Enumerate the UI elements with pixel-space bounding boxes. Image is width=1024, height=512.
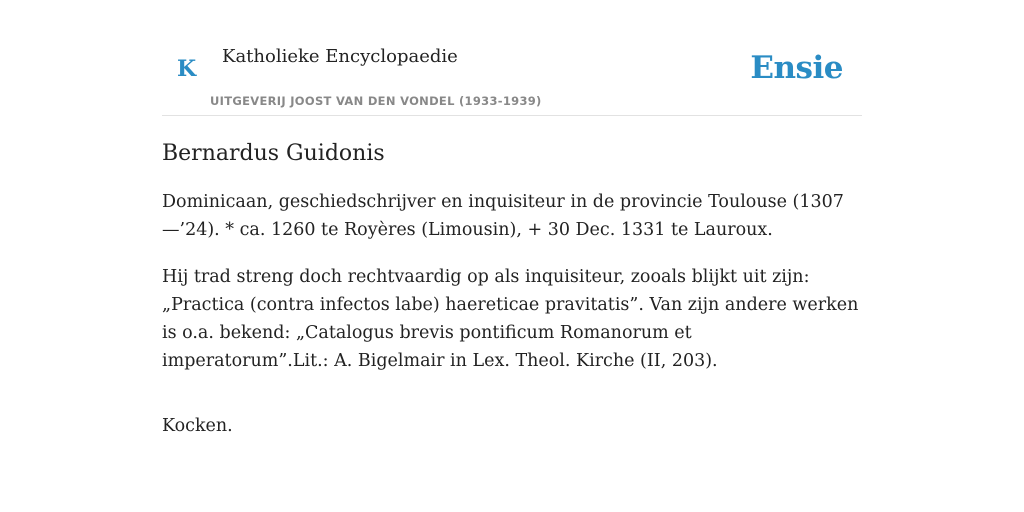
encyclopedia-title[interactable]: Katholieke Encyclopaedie bbox=[222, 46, 458, 67]
article-paragraph: Dominicaan, geschiedschrijver en inquisiteur in de provincie Toulouse (1307—’24). * ca. 1260 te Royères (Limousin), + 30 Dec. 1331 te Lauroux. bbox=[162, 192, 844, 240]
publisher-label: UITGEVERIJ JOOST VAN DEN VONDEL (1933-1939) bbox=[210, 94, 542, 108]
article-author: Kocken. bbox=[162, 416, 233, 436]
encyclopedia-logo[interactable]: K bbox=[177, 56, 197, 82]
ensie-brand-link[interactable]: Ensie bbox=[750, 50, 843, 86]
article bbox=[162, 138, 862, 440]
site-header bbox=[162, 40, 862, 116]
article-paragraph: Hij trad streng doch rechtvaardig op als inquisiteur, zooals blijkt uit zijn: „Practica (contra infectos labe) haereticae pravitatis”. Van zijn andere werken is o.a. bekend: „Catalogus brevis pontificum Romanorum et imperatorum”.Lit.: A. Bigelmair in Lex. Theol. Kirche (II, 203). bbox=[162, 267, 859, 371]
article-title: Bernardus Guidonis bbox=[162, 141, 385, 166]
